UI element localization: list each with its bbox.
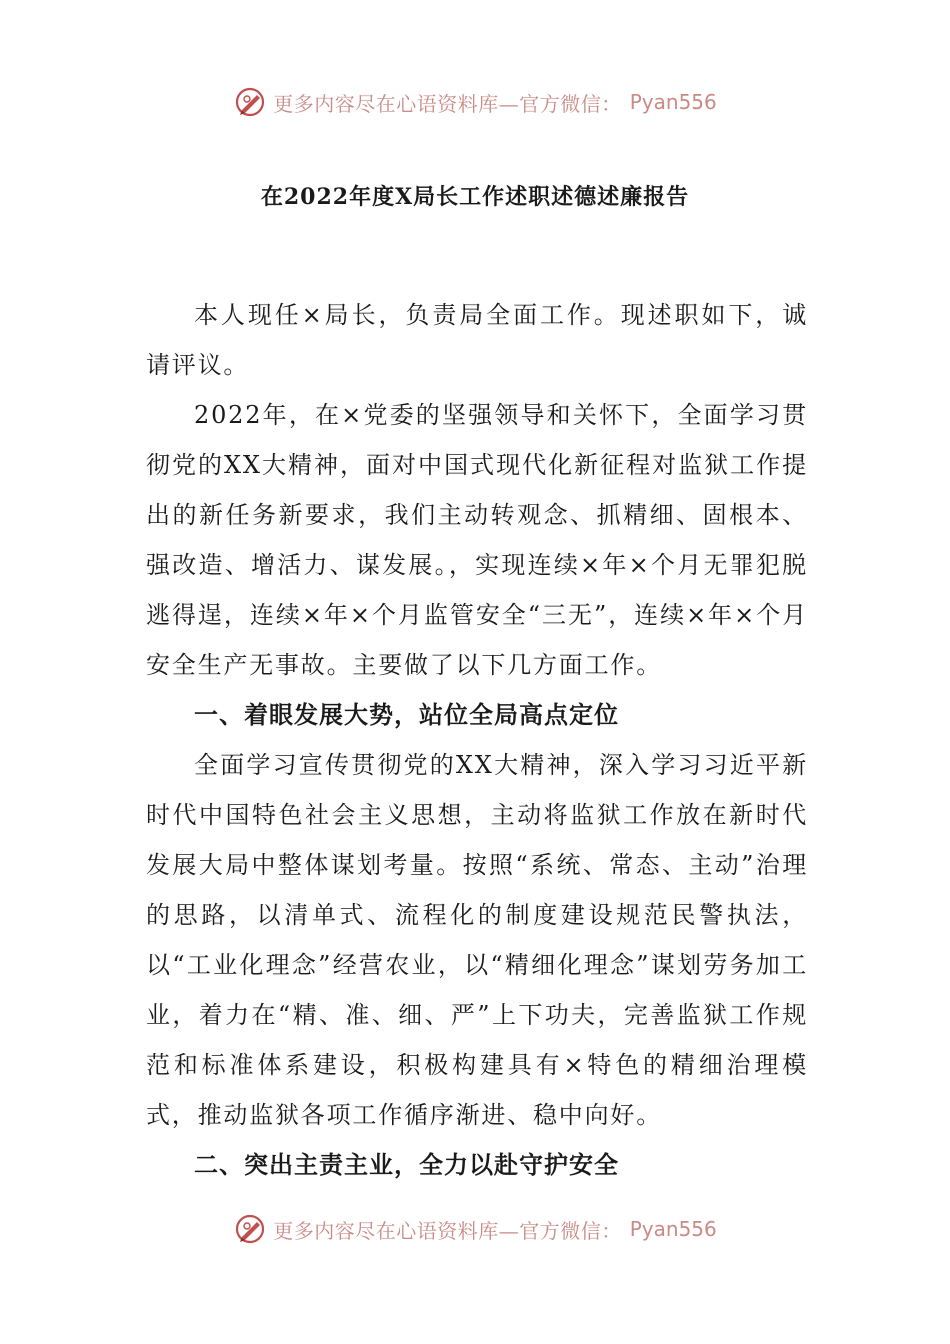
watermark-banner-top bbox=[0, 82, 950, 122]
watermark-brand: Pyan556 bbox=[629, 1217, 717, 1241]
pen-logo-icon bbox=[233, 1212, 267, 1246]
pen-logo-icon bbox=[233, 85, 267, 119]
watermark-brand: Pyan556 bbox=[629, 90, 717, 114]
section-heading-1: 一、着眼发展大势，站位全局高点定位 bbox=[194, 701, 619, 729]
intro-paragraph: 本人现任×局长，负责局全面工作。现述职如下，诚请评议。 bbox=[146, 301, 808, 379]
section-heading-2: 二、突出主责主业，全力以赴守护安全 bbox=[194, 1151, 619, 1179]
watermark-banner-bottom bbox=[0, 1209, 950, 1249]
document-title: 在2022年度X局长工作述职述德述廉报告 bbox=[260, 184, 690, 210]
summary-paragraph: 2022年，在×党委的坚强领导和关怀下，全面学习贯彻党的XX大精神，面对中国式现代化新征程对监狱工作提出的新任务新要求，我们主动转观念、抓精细、固根本、强改造、增活力、谋发展。，实现连续×年×个月无罪犯脱逃得逞，连续×年×个月监管安全“三无”，连续×年×个月安全生产无事故。主要做了以下几方面工作。 bbox=[146, 401, 808, 679]
document-body bbox=[146, 290, 808, 1190]
watermark-text: 更多内容尽在心语资料库—官方微信： bbox=[273, 91, 622, 116]
section-1-paragraph: 全面学习宣传贯彻党的XX大精神，深入学习习近平新时代中国特色社会主义思想，主动将监狱工作放在新时代发展大局中整体谋划考量。按照“系统、常态、主动”治理的思路，以清单式、流程化的制度建设规范民警执法，以“工业化理念”经营农业，以“精细化理念”谋划劳务加工业，着力在“精、准、细、严”上下功夫，完善监狱工作规范和标准体系建设，积极构建具有×特色的精细治理模式，推动监狱各项工作循序渐进、稳中向好。 bbox=[146, 751, 808, 1129]
watermark-text: 更多内容尽在心语资料库—官方微信： bbox=[273, 1218, 622, 1243]
